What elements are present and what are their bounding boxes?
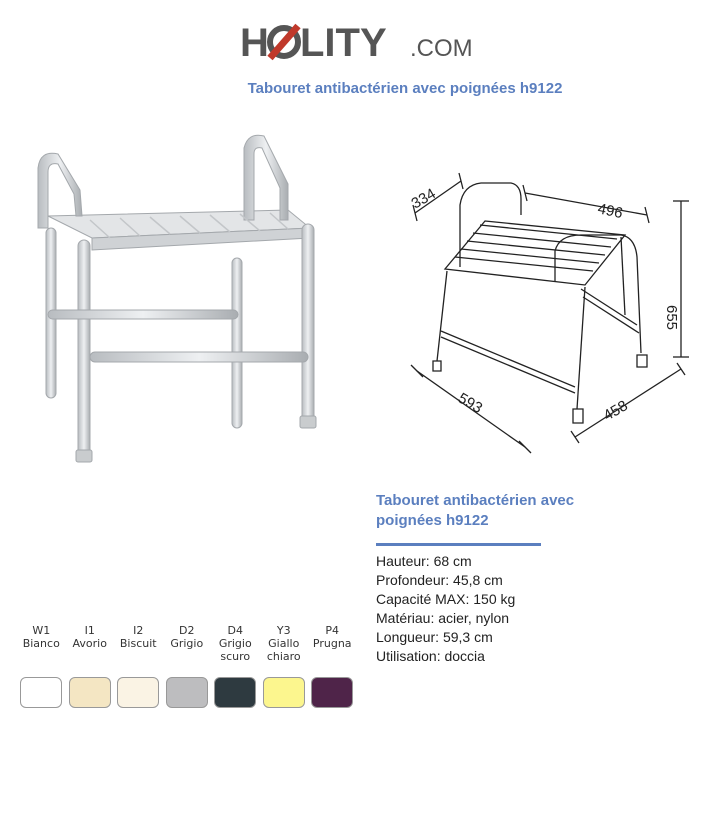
swatch-w1[interactable]: W1 Bianco bbox=[17, 624, 66, 704]
color-chip[interactable] bbox=[263, 677, 305, 708]
dim-depth-bottom: 458 bbox=[600, 397, 631, 425]
dim-length: 593 bbox=[455, 389, 486, 417]
svg-text:.COM: .COM bbox=[410, 35, 473, 62]
color-chip[interactable] bbox=[311, 677, 353, 708]
spec-item: Matériau: acier, nylon bbox=[376, 610, 510, 626]
color-chip[interactable] bbox=[69, 677, 111, 708]
swatch-i2[interactable]: I2 Biscuit bbox=[114, 624, 163, 704]
holity-logo[interactable] bbox=[238, 18, 488, 66]
spec-item: Capacité MAX: 150 kg bbox=[376, 591, 516, 607]
spec-item: Hauteur: 68 cm bbox=[376, 553, 472, 569]
title-divider bbox=[376, 543, 541, 546]
svg-text:LITY: LITY bbox=[300, 21, 387, 65]
product-info bbox=[376, 491, 676, 666]
page-title: Tabouret antibactérien avec poignées h9122 bbox=[247, 80, 563, 97]
swatch-p4[interactable]: P4 Prugna bbox=[308, 624, 357, 704]
spec-item: Profondeur: 45,8 cm bbox=[376, 572, 503, 588]
dim-depth-top: 334 bbox=[408, 185, 439, 213]
product-title: Tabouret antibactérien avec poignées h9122 bbox=[376, 492, 575, 529]
spec-item: Utilisation: doccia bbox=[376, 648, 485, 664]
swatch-d4[interactable]: D4 Grigio scuro bbox=[211, 624, 260, 704]
swatch-i1[interactable]: I1 Avorio bbox=[66, 624, 115, 704]
color-swatches bbox=[17, 624, 357, 704]
color-chip[interactable] bbox=[166, 677, 208, 708]
color-chip[interactable] bbox=[117, 677, 159, 708]
dimension-drawing bbox=[385, 165, 695, 455]
stool-photo bbox=[20, 128, 350, 473]
spec-item: Longueur: 59,3 cm bbox=[376, 629, 493, 645]
swatch-y3[interactable]: Y3 Giallo chiaro bbox=[260, 624, 309, 704]
swatch-d2[interactable]: D2 Grigio bbox=[163, 624, 212, 704]
svg-text:H: H bbox=[240, 21, 269, 65]
dim-height: 655 bbox=[663, 305, 680, 331]
color-chip[interactable] bbox=[214, 677, 256, 708]
dim-width-top: 496 bbox=[596, 200, 625, 223]
color-chip[interactable] bbox=[20, 677, 62, 708]
